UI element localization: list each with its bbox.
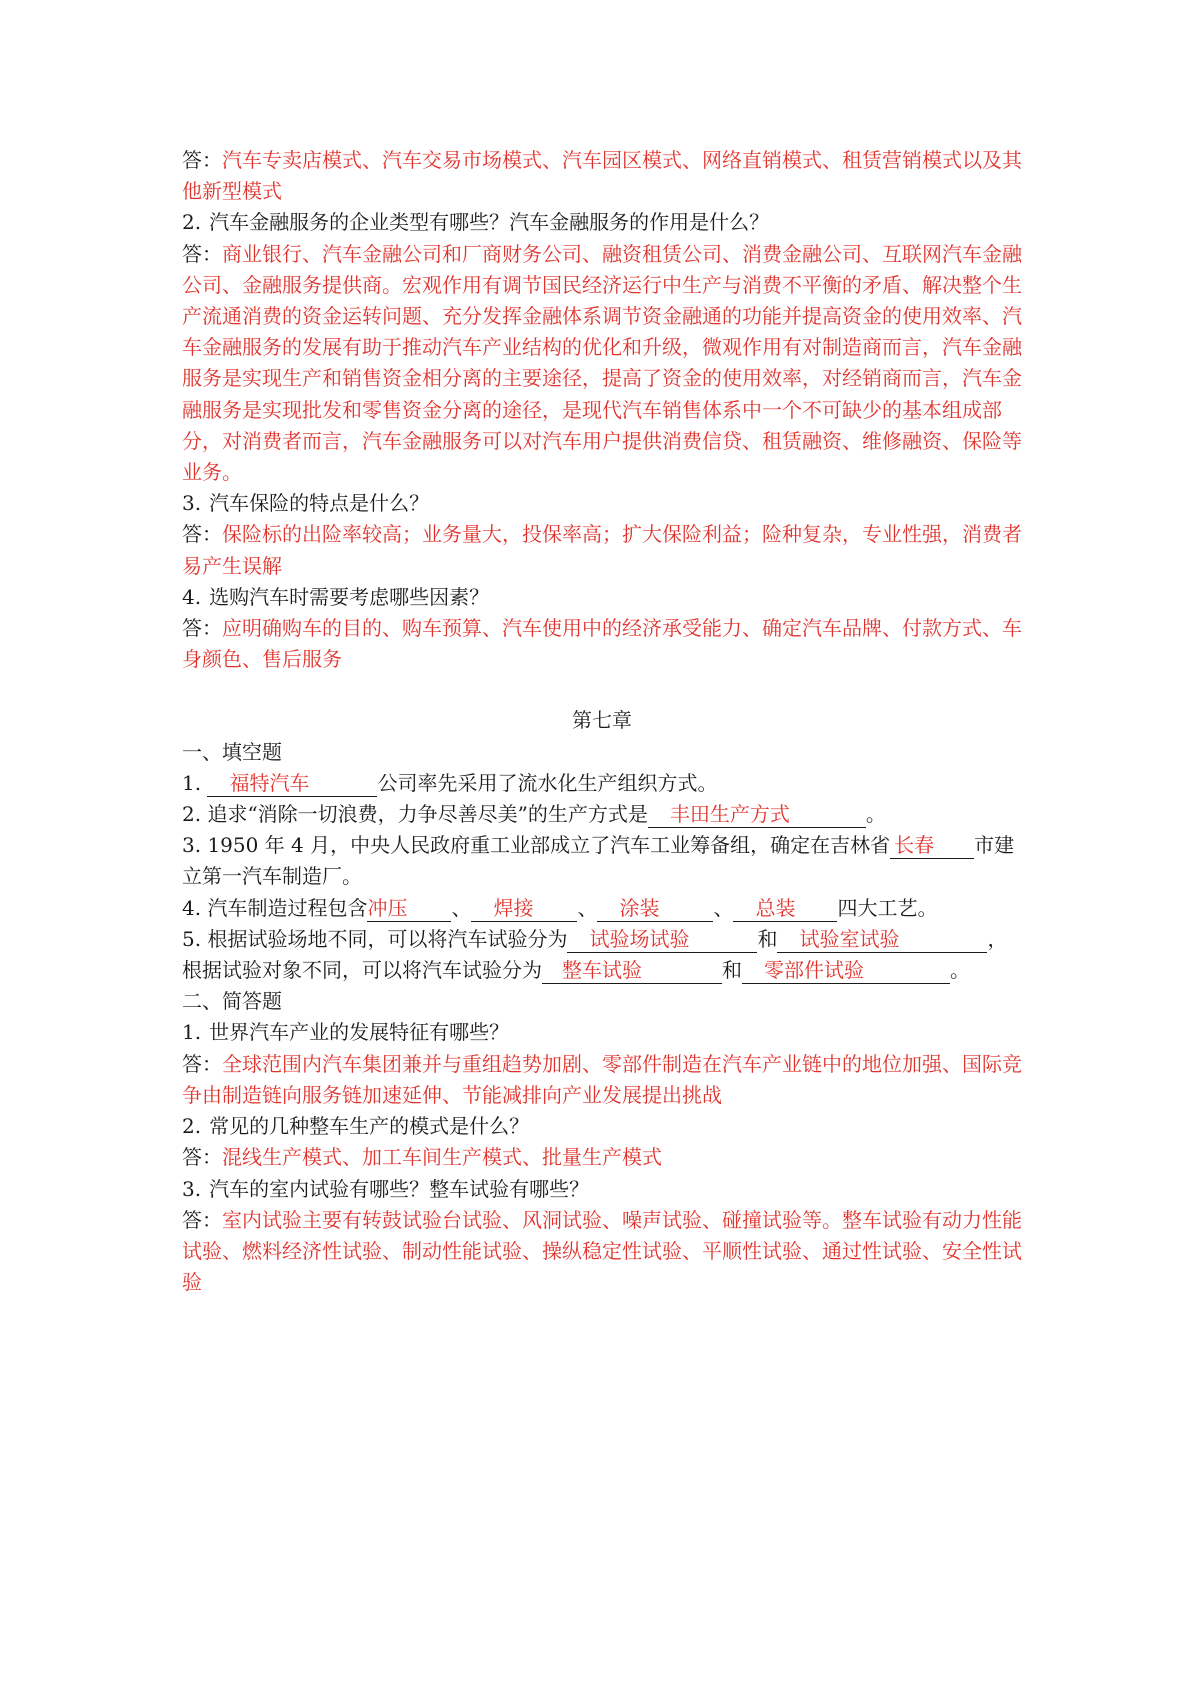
blank-answer: 零部件试验 — [742, 957, 950, 984]
fill-question-3: 3. 1950 年 4 月，中央人民政府重工业部成立了汽车工业筹备组，确定在吉林省 长春 市建立第一汽车制造厂。 — [182, 833, 1015, 889]
blank-answer: 冲压 — [367, 895, 451, 922]
answer-text: 混线生产模式、加工车间生产模式、批量生产模式 — [222, 1145, 662, 1170]
question-3 — [182, 488, 1022, 519]
answer-prefix: 答： — [182, 522, 222, 547]
blank-answer: 涂装 — [597, 895, 713, 922]
chapter-title: 第七章 — [572, 708, 632, 733]
short-question-3 — [182, 1174, 1022, 1205]
short-question-2 — [182, 1111, 1022, 1142]
fill-question-5: 5. 根据试验场地不同，可以将汽车试验分为 试验场试验 和 试验室试验 ， — [182, 926, 1008, 951]
answer-text: 应明确购车的目的、购车预算、汽车使用中的经济承受能力、确定汽车品牌、付款方式、车身颜色、售后服务 — [182, 616, 1022, 672]
question-text: 汽车的室内试验有哪些？整车试验有哪些？ — [209, 1176, 590, 1201]
blank-answer: 长春 — [890, 832, 974, 859]
short-question-1 — [182, 1017, 1022, 1048]
answer-1 — [182, 145, 1022, 207]
section-fill-in-blank: 一、填空题 — [182, 739, 282, 764]
question-2 — [182, 207, 1022, 238]
question-number: 2. — [182, 1114, 202, 1139]
short-answer-3 — [182, 1205, 1022, 1299]
answer-prefix: 答： — [182, 1145, 222, 1170]
answer-text: 室内试验主要有转鼓试验台试验、风洞试验、噪声试验、碰撞试验等。整车试验有动力性能试验、燃料经济性试验、制动性能试验、操纵稳定性试验、平顺性试验、通过性试验、安全性试验 — [182, 1207, 1022, 1295]
question-4 — [182, 582, 1022, 613]
blank-answer: 试验室试验 — [777, 926, 987, 953]
answer-prefix: 答： — [182, 1051, 222, 1076]
question-text: 选购汽车时需要考虑哪些因素？ — [209, 584, 490, 609]
question-number: 3. — [182, 491, 202, 516]
answer-prefix: 答： — [182, 241, 222, 266]
blank-answer: 焊接 — [471, 895, 577, 922]
answer-text: 商业银行、汽车金融公司和厂商财务公司、融资租赁公司、消费金融公司、互联网汽车金融公司、金融服务提供商。宏观作用有调节国民经济运行中生产与消费不平衡的矛盾、解决整个生产流通消费的资金运转问题、充分发挥金融体系调节资金融通的功能并提高资金的使用效率、汽车金融服务的发展有助于推动汽车产业结构的优化和升级，微观作用有对制造商而言，汽车金融服务是实现生产和销售资金相分离的主要途径，提高了资金的使用效率，对经销商而言，汽车金融服务是实现批发和零售资金分离的途径，是现代汽车销售体系中一个不可缺少的基本组成部分，对消费者而言，汽车金融服务可以对汽车用户提供消费信贷、租赁融资、维修融资、保险等业务。 — [182, 241, 1022, 485]
answer-text: 全球范围内汽车集团兼并与重组趋势加剧、零部件制造在汽车产业链中的地位加强、国际竞争由制造链向服务链加速延伸、节能减排向产业发展提出挑战 — [182, 1051, 1022, 1107]
answer-prefix: 答： — [182, 148, 222, 172]
question-number: 1. — [182, 1020, 202, 1045]
fill-question-1: 1. 福特汽车 公司率先采用了流水化生产组织方式。 — [182, 770, 718, 795]
section-short-answer: 二、简答题 — [182, 989, 282, 1014]
question-number: 4. — [182, 584, 202, 609]
question-number: 1. — [182, 770, 202, 795]
fill-question-4: 4. 汽车制造过程包含冲压 、 焊接 、 涂装 、 总装 四大工艺。 — [182, 895, 938, 920]
answer-text: 保险标的出险率较高；业务量大，投保率高；扩大保险利益；险种复杂，专业性强，消费者易产生误解 — [182, 522, 1022, 578]
answer-prefix: 答： — [182, 1207, 222, 1232]
document-page — [182, 145, 1022, 1298]
fill-question-5-line2: 根据试验对象不同，可以将汽车试验分为 整车试验 和 零部件试验 。 — [182, 958, 970, 983]
question-number: 3. — [182, 1176, 202, 1201]
question-number: 2. — [182, 210, 202, 235]
short-answer-1 — [182, 1049, 1022, 1111]
answer-text: 汽车专卖店模式、汽车交易市场模式、汽车园区模式、网络直销模式、租赁营销模式以及其他新型模式 — [182, 148, 1022, 204]
blank-answer: 整车试验 — [542, 957, 722, 984]
blank-answer: 福特汽车 — [207, 770, 377, 797]
answer-4 — [182, 613, 1022, 675]
blank-answer: 试验场试验 — [567, 926, 757, 953]
answer-3 — [182, 519, 1022, 581]
blank-answer: 总装 — [733, 895, 837, 922]
question-text: 汽车金融服务的企业类型有哪些？汽车金融服务的作用是什么？ — [209, 210, 770, 235]
answer-prefix: 答： — [182, 616, 222, 641]
question-text: 世界汽车产业的发展特征有哪些？ — [209, 1020, 510, 1045]
short-answer-2 — [182, 1142, 1022, 1173]
fill-question-2: 2. 追求“消除一切浪费，力争尽善尽美”的生产方式是 丰田生产方式 。 — [182, 802, 886, 827]
blank-answer: 丰田生产方式 — [648, 801, 866, 828]
answer-2 — [182, 239, 1022, 489]
question-text: 汽车保险的特点是什么？ — [209, 491, 430, 516]
question-text: 常见的几种整车生产的模式是什么？ — [209, 1114, 530, 1139]
